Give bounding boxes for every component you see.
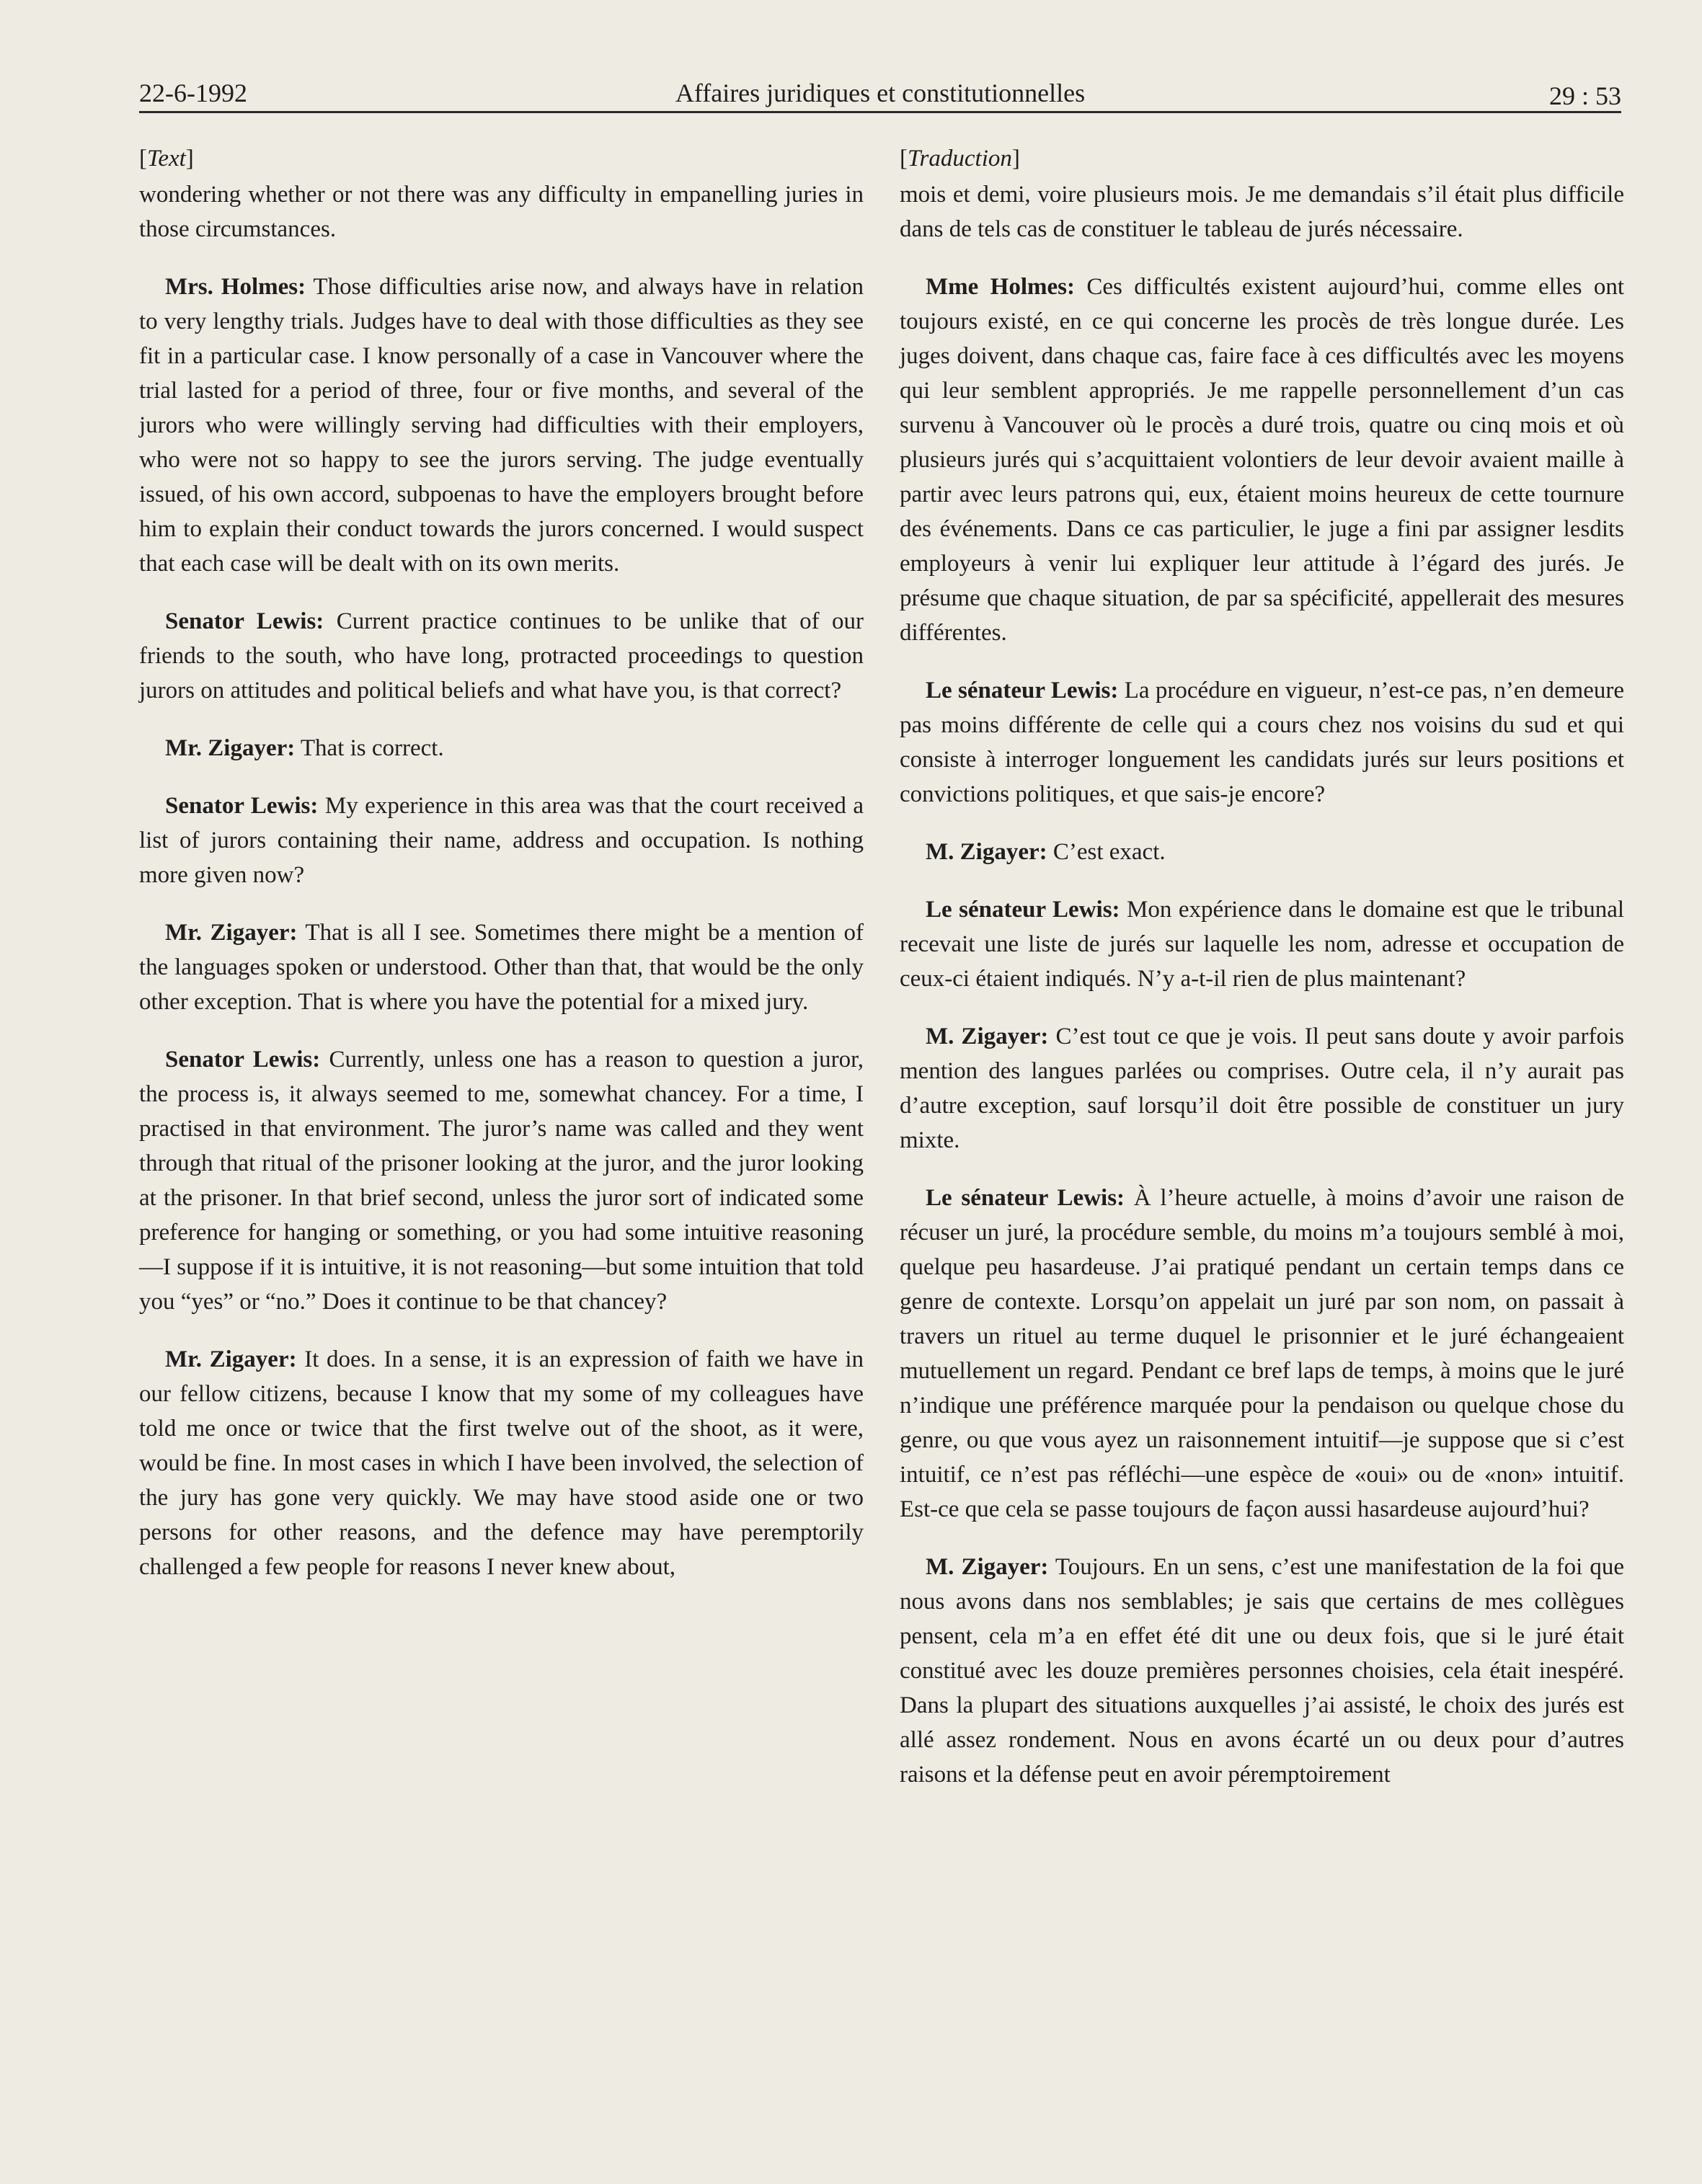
speech: That is correct. [295, 735, 444, 761]
paragraph [900, 892, 1624, 996]
speech: mois et demi, voire plusieurs mois. Je me demandais s’il était plus difficile dans de tels cas de constituer le tableau de jurés nécessaire. [900, 182, 1624, 242]
speaker: Mrs. Holmes: [165, 274, 306, 300]
paragraph [139, 177, 864, 247]
speaker: Le sénateur Lewis: [926, 897, 1120, 923]
speech: wondering whether or not there was any difficulty in empanelling juries in those circumstances. [139, 182, 864, 242]
speaker: Le sénateur Lewis: [926, 1185, 1125, 1211]
running-header [139, 75, 1621, 113]
speech: À l’heure actuelle, à moins d’avoir une raison de récuser un juré, la procédure semble, du moins m’a toujours semblé à moi, quelque peu hasardeuse. J’ai pratiqué pendant un certain temps dans ce genre de contexte. Lorsqu’on appelait un juré par son nom, on passait à travers un rituel au terme duquel le prisonnier et le juré échangeaient mutuellement un regard. Pendant ce bref laps de temps, à moins que le juré n’indique une préférence marquée pour la pendaison ou quelque chose du genre, ou que vous ayez un raisonnement intuitif—je suppose que si c’est intuitif, ce n’est pas réfléchi—une espèce de «oui» ou de «non» intuitif. Est-ce que cela se passe toujours de façon aussi hasardeuse aujourd’hui? [900, 1185, 1624, 1522]
speaker: Le sénateur Lewis: [926, 678, 1119, 703]
speech: That is all I see. Sometimes there might be a mention of the languages spoken or understood. Other than that, that would be the only other exception. That is where you have the potential for a mixed jury. [139, 920, 864, 1015]
header-page-number: 29 : 53 [1548, 81, 1621, 110]
paragraph [139, 731, 864, 765]
speech: Mon expérience dans le domaine est que le tribunal recevait une liste de jurés sur laquelle les nom, adresse et occupation de ceux-ci étaient indiqués. N’y a-t-il rien de plus maintenant? [900, 897, 1625, 992]
speaker: Mr. Zigayer: [165, 920, 298, 946]
speech: Those difficulties arise now, and always have in relation to very lengthy trials. Judges have to deal with those difficulties as they see fit in a particular case. I know personally of a case in Vancouver where the trial lasted for a period of three, four or five months, and several of the jurors who were willingly serving had difficulties with their employers, who were not so happy to see the jurors serving. The judge eventually issued, of his own accord, subpoenas to have the employers brought before him to explain their conduct towards the jurors concerned. I would suspect that each case will be dealt with on its own merits. [139, 274, 864, 577]
header-date: 22-6-1992 [139, 79, 247, 107]
paragraph [900, 835, 1624, 869]
speaker: Senator Lewis: [165, 793, 319, 819]
speech: Currently, unless one has a reason to question a juror, the process is, it always seemed to me, somewhat chancey. For a time, I practised in that environment. The juror’s name was called and they went through that ritual of the prisoner looking at the juror, and the juror looking at the prisoner. In that brief second, unless the juror sort of indicated some preference for hanging or something, or you had some intuitive reasoning—I suppose if it is intuitive, it is not reasoning—but some intuition that told you “yes” or “no.” Does it continue to be that chancey? [139, 1047, 864, 1315]
speech: My experience in this area was that the court received a list of jurors containing their name, address and occupation. Is nothing more given now? [139, 793, 864, 888]
paragraph [139, 1042, 864, 1319]
speaker: Senator Lewis: [165, 608, 324, 634]
speaker: Senator Lewis: [165, 1047, 321, 1073]
column-label: [Traduction] [900, 146, 1020, 172]
paragraph [139, 915, 864, 1019]
paragraph [900, 1550, 1624, 1792]
speech: C’est exact. [1047, 839, 1166, 865]
french-column [900, 141, 1624, 1815]
speech: Toujours. En un sens, c’est une manifestation de la foi que nous avons dans nos semblables; je sais que certains de mes collègues pensent, cela m’a en effet été dit une ou deux fois, que si le juré était constitué avec les douze premières personnes choisies, cela était inespéré. Dans la plupart des situations auxquelles j’ai assisté, le choix des jurés est allé assez rondement. Nous en avons écarté un ou deux pour d’autres raisons et la défense peut en avoir péremptoirement [900, 1554, 1624, 1788]
english-column [139, 141, 864, 1607]
speaker: Mr. Zigayer: [165, 735, 296, 761]
speaker: M. Zigayer: [926, 839, 1047, 865]
speaker: M. Zigayer: [926, 1024, 1049, 1049]
paragraph [139, 789, 864, 892]
paragraph [139, 1342, 864, 1584]
paragraph [900, 270, 1624, 650]
paragraph [139, 270, 864, 581]
speech: It does. In a sense, it is an expression of faith we have in our fellow citizens, because I know that my some of my colleagues have told me once or twice that the first twelve out of the shoot, as it were, would be fine. In most cases in which I have been involved, the selection of the jury has gone very quickly. We may have stood aside one or two persons for other reasons, and the defence may have peremptorily challenged a few people for reasons I never knew about, [139, 1346, 864, 1580]
speaker: M. Zigayer: [926, 1554, 1049, 1580]
speech: Ces difficultés existent aujourd’hui, comme elles ont toujours existé, en ce qui concerne les procès de très longue durée. Les juges doivent, dans chaque cas, faire face à ces difficultés avec les moyens qui leur semblent appropriés. Je me rappelle personnellement d’un cas survenu à Vancouver où le procès a duré trois, quatre ou cinq mois et où plusieurs jurés qui s’acquittaient volontiers de leur devoir avaient maille à partir avec leurs patrons qui, eux, étaient moins heureux de cette tournure des événements. Dans ce cas particulier, le juge a fini par assigner lesdits employeurs à venir lui expliquer leur attitude à l’égard des jurés. Je présume que chaque situation, de par sa spécificité, appellerait des mesures différentes. [900, 274, 1624, 646]
header-title: Affaires juridiques et constitutionnelles [675, 79, 1086, 107]
paragraph [900, 177, 1624, 247]
speaker: Mme Holmes: [926, 274, 1075, 300]
speech: Current practice continues to be unlike that of our friends to the south, who have long, protracted proceedings to question jurors on attitudes and political beliefs and what have you, is that correct? [139, 608, 864, 703]
speech: La procédure en vigueur, n’est-ce pas, n’en demeure pas moins différente de celle qui a cours chez nos voisins du sud et qui consiste à interroger longuement les candidats jurés sur leurs positions et convictions politiques, et que sais-je encore? [900, 678, 1624, 807]
paragraph [139, 604, 864, 708]
paragraph [900, 1181, 1624, 1527]
speech: C’est tout ce que je vois. Il peut sans doute y avoir parfois mention des langues parlées ou comprises. Outre cela, il n’y aurait pas d’autre exception, sauf lorsqu’il doit être possible de constituer un jury mixte. [900, 1024, 1625, 1153]
paragraph [900, 1019, 1624, 1158]
column-label: [Text] [139, 146, 194, 172]
paragraph [900, 673, 1624, 812]
speaker: Mr. Zigayer: [165, 1346, 297, 1372]
